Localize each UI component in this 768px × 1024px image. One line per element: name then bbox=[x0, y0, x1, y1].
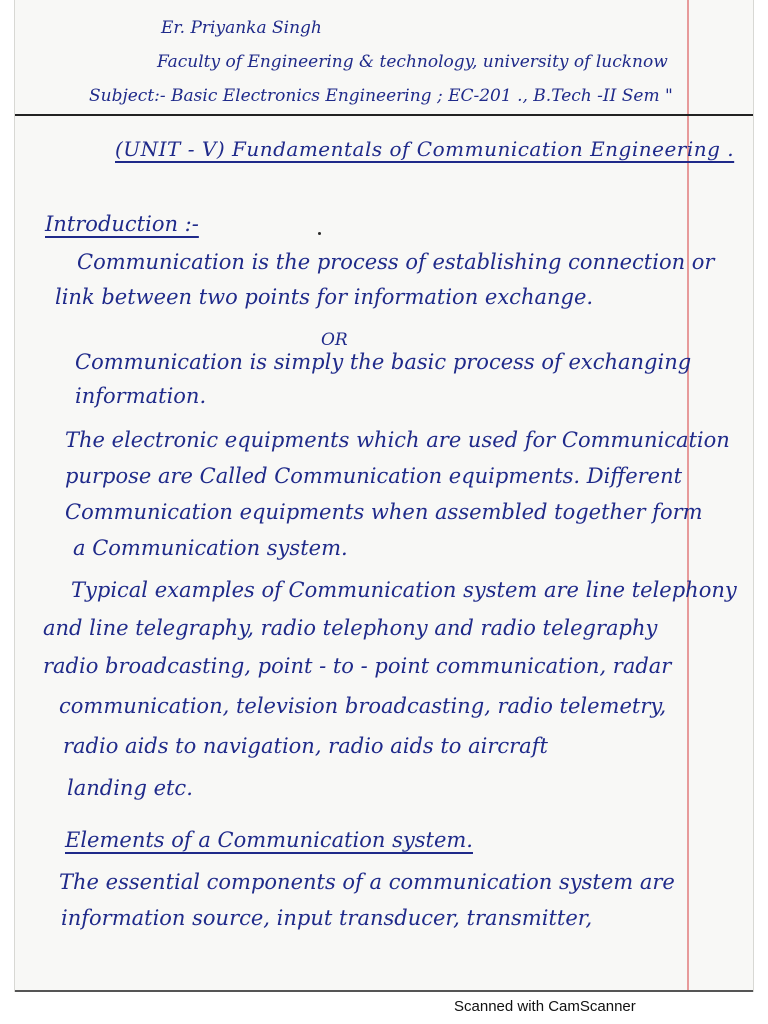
examples-line-5: radio aids to navigation, radio aids to aircraft bbox=[63, 734, 548, 758]
elements-line-1: The essential components of a communication system are bbox=[59, 870, 675, 894]
def1-line-1: Communication is the process of establishing connection or bbox=[77, 250, 715, 274]
subject-line: Subject:- Basic Electronics Engineering ; EC-201 ., B.Tech -II Sem " bbox=[89, 86, 673, 106]
examples-line-3: radio broadcasting, point - to - point communication, radar bbox=[43, 654, 672, 678]
def2-line-2: information. bbox=[75, 384, 207, 408]
equipment-line-1: The electronic equipments which are used for Communication bbox=[65, 428, 730, 452]
author-name: Er. Priyanka Singh bbox=[161, 18, 322, 38]
examples-line-4: communication, television broadcasting, radio telemetry, bbox=[59, 694, 667, 718]
def2-line-1: Communication is simply the basic process of exchanging bbox=[75, 350, 692, 374]
header-rule bbox=[15, 114, 753, 116]
intro-heading: Introduction :- bbox=[45, 212, 199, 236]
page-bottom-edge bbox=[15, 990, 753, 992]
equipment-line-4: a Communication system. bbox=[73, 536, 348, 560]
notebook-page bbox=[14, 0, 754, 992]
equipment-line-2: purpose are Called Communication equipments. Different bbox=[65, 464, 683, 488]
faculty-line: Faculty of Engineering & technology, university of lucknow bbox=[157, 52, 668, 72]
examples-line-1: Typical examples of Communication system are line telephony bbox=[71, 578, 737, 602]
ink-dot bbox=[318, 232, 321, 235]
scanner-watermark: Scanned with CamScanner bbox=[454, 998, 636, 1015]
def1-line-2: link between two points for information exchange. bbox=[55, 285, 594, 309]
elements-line-2: information source, input transducer, transmitter, bbox=[61, 906, 593, 930]
unit-title: (UNIT - V) Fundamentals of Communication Engineering . bbox=[115, 137, 735, 161]
equipment-line-3: Communication equipments when assembled together form bbox=[65, 500, 703, 524]
examples-line-6: landing etc. bbox=[67, 776, 193, 800]
examples-line-2: and line telegraphy, radio telephony and radio telegraphy bbox=[43, 616, 658, 640]
or-separator: OR bbox=[321, 330, 348, 350]
elements-heading: Elements of a Communication system. bbox=[65, 828, 473, 852]
